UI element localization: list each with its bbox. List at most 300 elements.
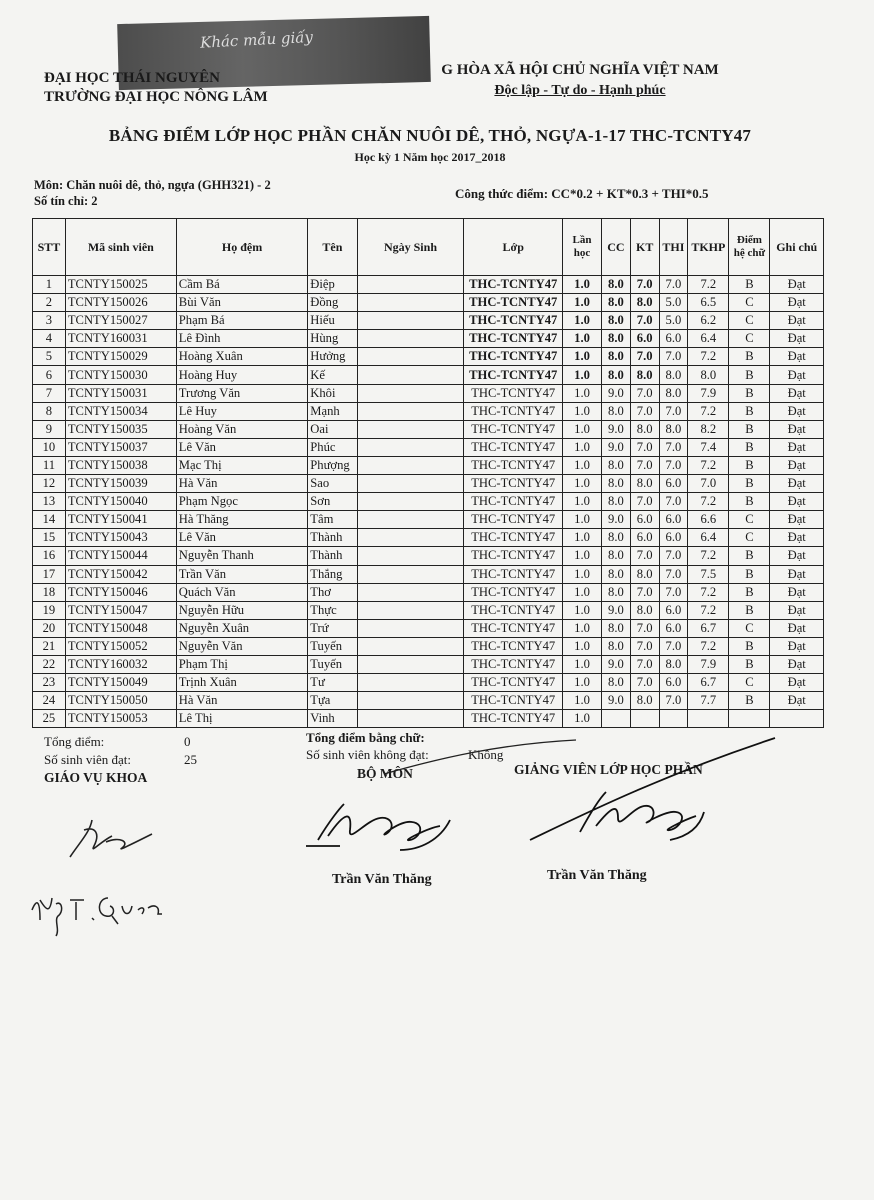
- stamp-note-text: Khác mẫu giấy: [199, 27, 314, 52]
- cell-letter-grade: B: [729, 456, 770, 474]
- cell-student-id: TCNTY150040: [65, 493, 176, 511]
- cell-kt: 7.0: [630, 402, 659, 420]
- cell-attempt: 1.0: [563, 384, 602, 402]
- cell-first-name: Oai: [308, 420, 357, 438]
- cell-kt: 7.0: [630, 456, 659, 474]
- cell-middle-name: Hà Văn: [176, 475, 307, 493]
- cell-thi: 5.0: [659, 294, 688, 312]
- cell-cc: 8.0: [602, 529, 631, 547]
- cell-tkhp: 6.4: [688, 330, 729, 348]
- cell-thi: 6.0: [659, 475, 688, 493]
- cell-note: Đạt: [770, 674, 824, 692]
- cell-attempt: 1.0: [563, 456, 602, 474]
- cell-first-name: Điệp: [308, 276, 357, 294]
- col-header-kt: KT: [630, 219, 659, 276]
- cell-middle-name: Hoàng Huy: [176, 366, 307, 384]
- cell-stt: 16: [33, 547, 66, 565]
- table-row: [33, 529, 824, 547]
- cell-letter-grade: C: [729, 330, 770, 348]
- table-row: [33, 312, 824, 330]
- cell-class: THC-TCNTY47: [464, 475, 563, 493]
- subject-line: Môn: Chăn nuôi dê, thỏ, ngựa (GHH321) - 2: [34, 178, 271, 192]
- table-row: [33, 601, 824, 619]
- cell-stt: 1: [33, 276, 66, 294]
- cell-cc: 9.0: [602, 655, 631, 673]
- cell-first-name: Tuyến: [308, 655, 357, 673]
- cell-thi: 7.0: [659, 565, 688, 583]
- cell-thi: 7.0: [659, 348, 688, 366]
- cell-student-id: TCNTY150039: [65, 475, 176, 493]
- cell-stt: 2: [33, 294, 66, 312]
- cell-note: Đạt: [770, 565, 824, 583]
- cell-first-name: Đồng: [308, 294, 357, 312]
- cell-attempt: 1.0: [563, 583, 602, 601]
- cell-birthdate: [357, 674, 464, 692]
- cell-attempt: 1.0: [563, 330, 602, 348]
- cell-tkhp: 6.7: [688, 619, 729, 637]
- cell-first-name: Hưởng: [308, 348, 357, 366]
- cell-middle-name: Lê Thị: [176, 710, 307, 728]
- cell-middle-name: Phạm Bá: [176, 312, 307, 330]
- cell-stt: 4: [33, 330, 66, 348]
- cell-student-id: TCNTY150053: [65, 710, 176, 728]
- cell-attempt: 1.0: [563, 529, 602, 547]
- cell-note: Đạt: [770, 547, 824, 565]
- cell-tkhp: 7.9: [688, 384, 729, 402]
- cell-note: Đạt: [770, 438, 824, 456]
- cell-stt: 21: [33, 637, 66, 655]
- cell-attempt: 1.0: [563, 601, 602, 619]
- cell-kt: 7.0: [630, 348, 659, 366]
- cell-thi: 7.0: [659, 692, 688, 710]
- cell-letter-grade: B: [729, 384, 770, 402]
- table-row: [33, 438, 824, 456]
- cell-class: THC-TCNTY47: [464, 601, 563, 619]
- failed-count-label: Số sinh viên không đạt:: [306, 747, 429, 762]
- cell-note: Đạt: [770, 475, 824, 493]
- cell-cc: 9.0: [602, 384, 631, 402]
- cell-stt: 6: [33, 366, 66, 384]
- cell-tkhp: 7.7: [688, 692, 729, 710]
- grade-formula: Công thức điểm: CC*0.2 + KT*0.3 + THI*0.5: [455, 186, 709, 201]
- document-title: BẢNG ĐIỂM LỚP HỌC PHẦN CHĂN NUÔI DÊ, THỎ, NGỰA-1-17 THC-TCNTY47: [108, 126, 752, 145]
- cell-note: Đạt: [770, 529, 824, 547]
- cell-note: Đạt: [770, 637, 824, 655]
- cell-kt: 7.0: [630, 276, 659, 294]
- cell-first-name: Phượng: [308, 456, 357, 474]
- lecturer-title: GIẢNG VIÊN LỚP HỌC PHẦN: [514, 762, 703, 777]
- cell-student-id: TCNTY150050: [65, 692, 176, 710]
- cell-note: Đạt: [770, 420, 824, 438]
- col-header-class: Lớp: [464, 219, 563, 276]
- table-row: [33, 655, 824, 673]
- cell-cc: 8.0: [602, 348, 631, 366]
- cell-letter-grade: B: [729, 655, 770, 673]
- cell-middle-name: Nguyễn Văn: [176, 637, 307, 655]
- cell-birthdate: [357, 384, 464, 402]
- cell-attempt: 1.0: [563, 565, 602, 583]
- cell-kt: 8.0: [630, 294, 659, 312]
- table-row: [33, 493, 824, 511]
- cell-note: Đạt: [770, 330, 824, 348]
- cell-tkhp: 7.2: [688, 637, 729, 655]
- cell-thi: 6.0: [659, 529, 688, 547]
- cell-note: Đạt: [770, 655, 824, 673]
- cell-birthdate: [357, 475, 464, 493]
- cell-middle-name: Hà Văn: [176, 692, 307, 710]
- cell-attempt: 1.0: [563, 547, 602, 565]
- cell-cc: 8.0: [602, 276, 631, 294]
- cell-student-id: TCNTY150042: [65, 565, 176, 583]
- cell-stt: 10: [33, 438, 66, 456]
- cell-thi: 5.0: [659, 312, 688, 330]
- cell-birthdate: [357, 438, 464, 456]
- cell-cc: 8.0: [602, 547, 631, 565]
- table-row: [33, 511, 824, 529]
- cell-thi: 8.0: [659, 384, 688, 402]
- cell-class: THC-TCNTY47: [464, 619, 563, 637]
- cell-cc: 8.0: [602, 565, 631, 583]
- cell-stt: 9: [33, 420, 66, 438]
- cell-thi: 6.0: [659, 330, 688, 348]
- cell-tkhp: 7.4: [688, 438, 729, 456]
- cell-attempt: 1.0: [563, 692, 602, 710]
- grade-table-body: [33, 276, 824, 728]
- cell-kt: 6.0: [630, 529, 659, 547]
- university-name: ĐẠI HỌC THÁI NGUYÊN: [44, 70, 220, 86]
- col-header-first-name: Tên: [308, 219, 357, 276]
- cell-note: Đạt: [770, 456, 824, 474]
- cell-first-name: Tư: [308, 674, 357, 692]
- cell-middle-name: Quách Văn: [176, 583, 307, 601]
- cell-first-name: Sao: [308, 475, 357, 493]
- table-row: [33, 674, 824, 692]
- cell-tkhp: 8.0: [688, 366, 729, 384]
- cell-note: Đạt: [770, 601, 824, 619]
- cell-letter-grade: C: [729, 674, 770, 692]
- bo-mon-signature: [300, 790, 470, 860]
- cell-student-id: TCNTY150025: [65, 276, 176, 294]
- cell-birthdate: [357, 692, 464, 710]
- table-row: [33, 692, 824, 710]
- cell-attempt: 1.0: [563, 420, 602, 438]
- cell-class: THC-TCNTY47: [464, 366, 563, 384]
- cell-birthdate: [357, 565, 464, 583]
- cell-kt: 7.0: [630, 493, 659, 511]
- cell-thi: 6.0: [659, 674, 688, 692]
- cell-class: THC-TCNTY47: [464, 294, 563, 312]
- cell-cc: 8.0: [602, 402, 631, 420]
- cell-thi: 8.0: [659, 655, 688, 673]
- cell-letter-grade: B: [729, 493, 770, 511]
- cell-thi: 7.0: [659, 637, 688, 655]
- bo-mon-signer-name: Trần Văn Thăng: [332, 872, 432, 887]
- cell-kt: [630, 710, 659, 728]
- cell-class: THC-TCNTY47: [464, 420, 563, 438]
- cell-birthdate: [357, 366, 464, 384]
- col-header-student-id: Mã sinh viên: [65, 219, 176, 276]
- passed-count-label: Số sinh viên đạt:: [44, 752, 132, 767]
- giao-vu-khoa-title: GIÁO VỤ KHOA: [44, 770, 148, 785]
- cell-stt: 3: [33, 312, 66, 330]
- cell-kt: 7.0: [630, 547, 659, 565]
- cell-letter-grade: C: [729, 619, 770, 637]
- cell-tkhp: 6.6: [688, 511, 729, 529]
- cell-student-id: TCNTY150044: [65, 547, 176, 565]
- cell-middle-name: Lê Đình: [176, 330, 307, 348]
- cell-cc: 8.0: [602, 637, 631, 655]
- cell-class: THC-TCNTY47: [464, 637, 563, 655]
- table-row: [33, 456, 824, 474]
- cell-first-name: Thơ: [308, 583, 357, 601]
- col-header-cc: CC: [602, 219, 631, 276]
- cell-first-name: Thắng: [308, 565, 357, 583]
- cell-cc: 8.0: [602, 330, 631, 348]
- cell-stt: 20: [33, 619, 66, 637]
- cell-class: THC-TCNTY47: [464, 493, 563, 511]
- cell-student-id: TCNTY150043: [65, 529, 176, 547]
- cell-class: THC-TCNTY47: [464, 529, 563, 547]
- table-row: [33, 420, 824, 438]
- org-header-left: [44, 70, 268, 106]
- cell-student-id: TCNTY150027: [65, 312, 176, 330]
- cell-stt: 12: [33, 475, 66, 493]
- total-score-label: Tổng điểm:: [44, 734, 105, 749]
- cell-student-id: TCNTY150041: [65, 511, 176, 529]
- failed-count-value: Không: [468, 747, 504, 762]
- table-row: [33, 619, 824, 637]
- table-row: [33, 366, 824, 384]
- cell-middle-name: Nguyễn Hữu: [176, 601, 307, 619]
- cell-kt: 7.0: [630, 312, 659, 330]
- cell-first-name: Tựa: [308, 692, 357, 710]
- cell-cc: 8.0: [602, 366, 631, 384]
- cell-student-id: TCNTY150034: [65, 402, 176, 420]
- cell-middle-name: Cầm Bá: [176, 276, 307, 294]
- cell-kt: 6.0: [630, 330, 659, 348]
- cell-stt: 19: [33, 601, 66, 619]
- col-header-middle-name: Họ đệm: [176, 219, 307, 276]
- cell-first-name: Phúc: [308, 438, 357, 456]
- cell-thi: [659, 710, 688, 728]
- table-row: [33, 348, 824, 366]
- cell-kt: 7.0: [630, 674, 659, 692]
- cell-class: THC-TCNTY47: [464, 674, 563, 692]
- cell-class: THC-TCNTY47: [464, 692, 563, 710]
- cell-tkhp: [688, 710, 729, 728]
- table-header-row: [33, 219, 824, 276]
- cell-attempt: 1.0: [563, 493, 602, 511]
- cell-birthdate: [357, 348, 464, 366]
- table-row: [33, 330, 824, 348]
- cell-kt: 8.0: [630, 565, 659, 583]
- cell-birthdate: [357, 601, 464, 619]
- cell-kt: 7.0: [630, 619, 659, 637]
- cell-first-name: Khôi: [308, 384, 357, 402]
- cell-kt: 8.0: [630, 366, 659, 384]
- cell-letter-grade: C: [729, 529, 770, 547]
- cell-middle-name: Nguyễn Thanh: [176, 547, 307, 565]
- cell-attempt: 1.0: [563, 475, 602, 493]
- cell-kt: 7.0: [630, 637, 659, 655]
- cell-cc: 8.0: [602, 493, 631, 511]
- cell-first-name: Hiếu: [308, 312, 357, 330]
- table-row: [33, 402, 824, 420]
- cell-kt: 7.0: [630, 438, 659, 456]
- cell-first-name: Thành: [308, 529, 357, 547]
- cell-letter-grade: B: [729, 366, 770, 384]
- cell-attempt: 1.0: [563, 637, 602, 655]
- cell-letter-grade: B: [729, 692, 770, 710]
- cell-note: Đạt: [770, 692, 824, 710]
- cell-birthdate: [357, 276, 464, 294]
- cell-kt: 7.0: [630, 384, 659, 402]
- cell-tkhp: 8.2: [688, 420, 729, 438]
- lecturer-signer-name: Trần Văn Thăng: [547, 868, 647, 883]
- cell-class: THC-TCNTY47: [464, 710, 563, 728]
- cell-class: THC-TCNTY47: [464, 511, 563, 529]
- cell-class: THC-TCNTY47: [464, 583, 563, 601]
- cell-student-id: TCNTY150035: [65, 420, 176, 438]
- giao-vu-signature: [60, 812, 160, 872]
- cell-note: Đạt: [770, 511, 824, 529]
- national-motto: Độc lập - Tự do - Hạnh phúc: [494, 83, 666, 98]
- cell-middle-name: Hoàng Văn: [176, 420, 307, 438]
- cell-first-name: Sơn: [308, 493, 357, 511]
- cell-class: THC-TCNTY47: [464, 547, 563, 565]
- cell-stt: 5: [33, 348, 66, 366]
- col-header-stt: STT: [33, 219, 66, 276]
- cell-note: Đạt: [770, 312, 824, 330]
- passed-count-value: 25: [184, 752, 197, 767]
- cell-middle-name: Lê Huy: [176, 402, 307, 420]
- cell-student-id: TCNTY150030: [65, 366, 176, 384]
- cell-letter-grade: B: [729, 565, 770, 583]
- cell-note: [770, 710, 824, 728]
- cell-kt: 8.0: [630, 420, 659, 438]
- cell-thi: 7.0: [659, 583, 688, 601]
- cell-cc: 8.0: [602, 294, 631, 312]
- college-name: TRƯỜNG ĐẠI HỌC NÔNG LÂM: [44, 89, 268, 105]
- cell-attempt: 1.0: [563, 674, 602, 692]
- cell-kt: 7.0: [630, 583, 659, 601]
- cell-middle-name: Nguyễn Xuân: [176, 619, 307, 637]
- cell-attempt: 1.0: [563, 294, 602, 312]
- cell-tkhp: 7.5: [688, 565, 729, 583]
- table-row: [33, 565, 824, 583]
- cell-stt: 24: [33, 692, 66, 710]
- cell-birthdate: [357, 420, 464, 438]
- cell-birthdate: [357, 312, 464, 330]
- cell-attempt: 1.0: [563, 438, 602, 456]
- cell-first-name: Kế: [308, 366, 357, 384]
- cell-birthdate: [357, 493, 464, 511]
- cell-note: Đạt: [770, 384, 824, 402]
- table-row: [33, 294, 824, 312]
- cell-tkhp: 7.2: [688, 402, 729, 420]
- cell-birthdate: [357, 529, 464, 547]
- cell-class: THC-TCNTY47: [464, 565, 563, 583]
- table-row: [33, 583, 824, 601]
- cell-birthdate: [357, 619, 464, 637]
- cell-stt: 17: [33, 565, 66, 583]
- cell-thi: 8.0: [659, 420, 688, 438]
- cell-tkhp: 6.5: [688, 294, 729, 312]
- cell-stt: 7: [33, 384, 66, 402]
- cell-stt: 11: [33, 456, 66, 474]
- cell-kt: 8.0: [630, 601, 659, 619]
- cell-student-id: TCNTY150047: [65, 601, 176, 619]
- col-header-attempt: Lần học: [563, 219, 602, 276]
- cell-class: THC-TCNTY47: [464, 348, 563, 366]
- cell-cc: 8.0: [602, 619, 631, 637]
- cell-class: THC-TCNTY47: [464, 384, 563, 402]
- cell-attempt: 1.0: [563, 348, 602, 366]
- cell-letter-grade: C: [729, 294, 770, 312]
- cell-note: Đạt: [770, 366, 824, 384]
- table-row: [33, 547, 824, 565]
- cell-cc: 9.0: [602, 420, 631, 438]
- cell-thi: 6.0: [659, 601, 688, 619]
- cell-class: THC-TCNTY47: [464, 312, 563, 330]
- cell-birthdate: [357, 583, 464, 601]
- cell-first-name: Thành: [308, 547, 357, 565]
- cell-birthdate: [357, 637, 464, 655]
- cell-student-id: TCNTY150048: [65, 619, 176, 637]
- col-header-letter-grade: Điểm hệ chữ: [729, 219, 770, 276]
- col-header-birthdate: Ngày Sinh: [357, 219, 464, 276]
- cell-attempt: 1.0: [563, 276, 602, 294]
- cell-note: Đạt: [770, 294, 824, 312]
- total-score-value: 0: [184, 734, 191, 749]
- cell-middle-name: Trịnh Xuân: [176, 674, 307, 692]
- cell-middle-name: Trần Văn: [176, 565, 307, 583]
- cell-middle-name: Bùi Văn: [176, 294, 307, 312]
- cell-birthdate: [357, 710, 464, 728]
- cell-student-id: TCNTY150052: [65, 637, 176, 655]
- cell-first-name: Thực: [308, 601, 357, 619]
- cell-note: Đạt: [770, 276, 824, 294]
- cell-tkhp: 7.9: [688, 655, 729, 673]
- cell-class: THC-TCNTY47: [464, 456, 563, 474]
- cell-middle-name: Phạm Thị: [176, 655, 307, 673]
- cell-middle-name: Phạm Ngọc: [176, 493, 307, 511]
- cell-cc: 9.0: [602, 692, 631, 710]
- cell-tkhp: 7.2: [688, 601, 729, 619]
- semester-line: Học kỳ 1 Năm học 2017_2018: [354, 150, 506, 164]
- cell-student-id: TCNTY150026: [65, 294, 176, 312]
- cell-tkhp: 7.2: [688, 276, 729, 294]
- cell-middle-name: Hà Thăng: [176, 511, 307, 529]
- cell-tkhp: 6.7: [688, 674, 729, 692]
- cell-cc: 8.0: [602, 674, 631, 692]
- cell-letter-grade: B: [729, 348, 770, 366]
- table-row: [33, 276, 824, 294]
- cell-tkhp: 6.2: [688, 312, 729, 330]
- cell-note: Đạt: [770, 402, 824, 420]
- credits-line: Số tín chỉ: 2: [34, 194, 98, 208]
- cell-birthdate: [357, 294, 464, 312]
- cell-note: Đạt: [770, 493, 824, 511]
- cell-letter-grade: [729, 710, 770, 728]
- cell-birthdate: [357, 402, 464, 420]
- col-header-note: Ghi chú: [770, 219, 824, 276]
- cell-cc: 8.0: [602, 312, 631, 330]
- cell-note: Đạt: [770, 619, 824, 637]
- cell-birthdate: [357, 330, 464, 348]
- cell-first-name: Tuyến: [308, 637, 357, 655]
- cell-letter-grade: C: [729, 312, 770, 330]
